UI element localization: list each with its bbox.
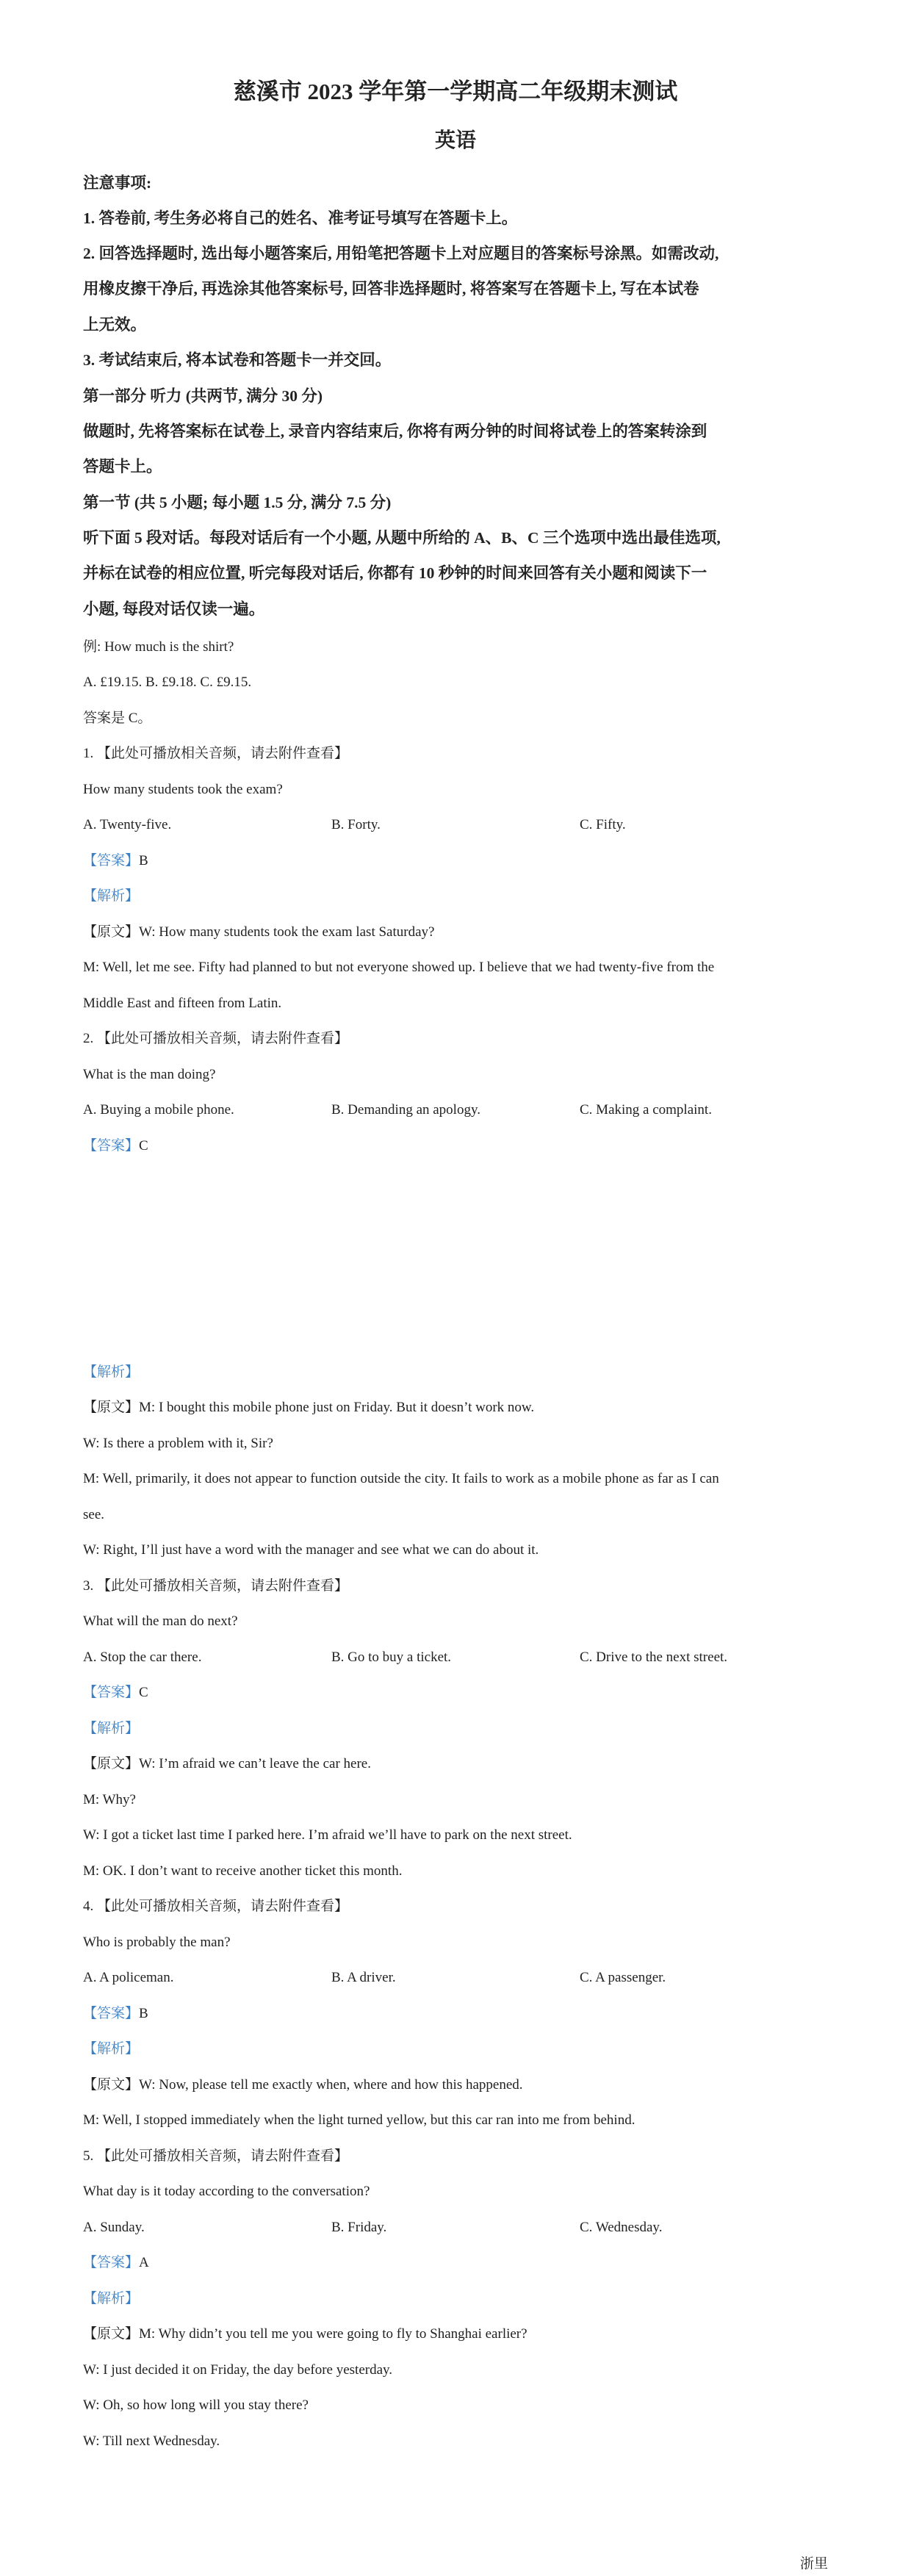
question-2-header [83,1029,348,1048]
notice-item-2-cont: 用橡皮擦干净后, 再选涂其他答案标号, 回答非选择题时, 将答案写在答题卡上, 写在本试卷 [83,280,699,298]
question-2-transcript-1 [83,1398,534,1417]
example-answer: 答案是 C。 [83,710,152,726]
question-1-header [83,744,348,763]
page-title: 慈溪市 2023 学年第一学期高二年级期末测试 [233,79,678,104]
transcript-line: M: Why didn’t you tell me you were going to fly to Shanghai earlier? [139,2326,527,2342]
part1-instruction: 做题时, 先将答案标在试卷上, 录音内容结束后, 你将有两分钟的时间将试卷上的答案转涂到 [83,422,707,440]
question-1-answer [83,852,148,871]
question-4-answer [83,2004,148,2023]
original-label: 【原文】 [83,2326,140,2342]
question-2-transcript-2: W: Is there a problem with it, Sir? [83,1436,273,1451]
question-3-analysis-label: 【解析】 [83,1721,140,1736]
section1-instruction-3: 小题, 每段对话仅读一遍。 [83,600,265,618]
question-4-analysis-label: 【解析】 [83,2041,140,2057]
answer-label: 【答案】 [83,1685,140,1700]
original-label: 【原文】 [83,1756,140,1771]
question-3-answer [83,1683,148,1702]
question-4-option-a: A. A policeman. [83,1970,174,1985]
section1-instruction-2: 并标在试卷的相应位置, 听完每段对话后, 你都有 10 秒钟的时间来回答有关小题和阅读下一 [83,564,707,582]
question-1-transcript-1 [83,923,434,942]
question-5-transcript-1 [83,2325,527,2344]
question-3-transcript-3: W: I got a ticket last time I parked here. I’m afraid we’ll have to park on the next street. [83,1827,572,1843]
answer-value: B [139,2006,148,2021]
answer-value: B [139,853,148,868]
question-3-option-c: C. Drive to the next street. [580,1649,728,1665]
question-1-transcript-3: Middle East and fifteen from Latin. [83,996,282,1011]
original-label: 【原文】 [83,924,140,940]
notice-item-2: 2. 回答选择题时, 选出每小题答案后, 用铅笔把答题卡上对应题目的答案标号涂黑。如需改动, [83,245,719,262]
question-5-option-b: B. Friday. [331,2220,387,2235]
example-question: 例: How much is the shirt? [83,639,234,655]
audio-note: 【此处可播放相关音频，请去附件查看】 [97,746,349,761]
answer-value: C [139,1138,148,1154]
notice-item-2-end: 上无效。 [83,316,147,334]
transcript-line: W: Now, please tell me exactly when, where and how this happened. [139,2077,523,2093]
subject-title: 英语 [434,129,476,152]
question-2-transcript-5: W: Right, I’ll just have a word with the manager and see what we can do about it. [83,1542,539,1558]
audio-note: 【此处可播放相关音频，请去附件查看】 [97,1899,349,1914]
notice-heading: 注意事项: [83,174,152,192]
question-5-text: What day is it today according to the conversation? [83,2184,370,2199]
question-2-answer [83,1137,148,1156]
notice-item-1: 1. 答卷前, 考生务必将自己的姓名、准考证号填写在答题卡上。 [83,209,518,227]
question-number: 1. [83,746,94,761]
question-4-option-b: B. A driver. [331,1970,396,1985]
answer-label: 【答案】 [83,2255,140,2270]
section1-heading: 第一节 (共 5 小题; 每小题 1.5 分, 满分 7.5 分) [83,494,392,511]
audio-note: 【此处可播放相关音频，请去附件查看】 [97,1031,349,1046]
question-5-option-c: C. Wednesday. [580,2220,663,2235]
transcript-line: M: I bought this mobile phone just on Friday. But it doesn’t work now. [139,1400,535,1415]
footer-mark: 浙里 [800,2556,829,2572]
question-1-analysis-label: 【解析】 [83,888,140,904]
question-5-transcript-2: W: I just decided it on Friday, the day before yesterday. [83,2362,393,2378]
question-2-option-b: B. Demanding an apology. [331,1102,480,1118]
question-5-transcript-3: W: Oh, so how long will you stay there? [83,2397,309,2413]
answer-label: 【答案】 [83,2006,140,2021]
answer-value: A [139,2255,149,2270]
question-4-text: Who is probably the man? [83,1935,231,1950]
question-1-text: How many students took the exam? [83,782,283,797]
part1-instruction-cont: 答题卡上。 [83,458,162,475]
question-5-header [83,2147,348,2166]
question-4-transcript-1 [83,2076,523,2095]
question-3-transcript-4: M: OK. I don’t want to receive another ticket this month. [83,1863,403,1879]
question-1-option-a: A. Twenty-five. [83,817,172,832]
question-5-transcript-4: W: Till next Wednesday. [83,2433,220,2449]
original-label: 【原文】 [83,1400,140,1415]
question-number: 2. [83,1031,94,1046]
notice-item-3: 3. 考试结束后, 将本试卷和答题卡一并交回。 [83,351,392,369]
answer-value: C [139,1685,148,1700]
question-number: 5. [83,2148,94,2164]
question-5-analysis-label: 【解析】 [83,2291,140,2306]
question-2-option-c: C. Making a complaint. [580,1102,712,1118]
audio-note: 【此处可播放相关音频，请去附件查看】 [97,1578,349,1594]
question-3-transcript-1 [83,1755,371,1774]
question-4-option-c: C. A passenger. [580,1970,666,1985]
question-2-analysis-label: 【解析】 [83,1364,140,1380]
question-number: 4. [83,1899,94,1914]
question-5-option-a: A. Sunday. [83,2220,145,2235]
question-2-option-a: A. Buying a mobile phone. [83,1102,234,1118]
answer-label: 【答案】 [83,1138,140,1154]
question-2-text: What is the man doing? [83,1067,216,1082]
part1-heading: 第一部分 听力 (共两节, 满分 30 分) [83,387,323,405]
example-options: A. £19.15. B. £9.18. C. £9.15. [83,674,252,690]
transcript-line: W: I’m afraid we can’t leave the car here. [139,1756,371,1771]
question-3-transcript-2: M: Why? [83,1792,136,1807]
question-1-option-c: C. Fifty. [580,817,626,832]
question-4-header [83,1897,348,1916]
answer-label: 【答案】 [83,853,140,868]
audio-note: 【此处可播放相关音频，请去附件查看】 [97,2148,349,2164]
question-1-transcript-2: M: Well, let me see. Fifty had planned to but not everyone showed up. I believe that we had twenty-five from the [83,960,715,975]
question-5-answer [83,2253,149,2273]
question-2-transcript-4: see. [83,1507,105,1522]
question-2-transcript-3: M: Well, primarily, it does not appear to function outside the city. It fails to work as a mobile phone as far as I can [83,1471,719,1486]
original-label: 【原文】 [83,2077,140,2093]
question-3-text: What will the man do next? [83,1613,238,1629]
question-3-option-b: B. Go to buy a ticket. [331,1649,452,1665]
question-1-option-b: B. Forty. [331,817,381,832]
section1-instruction: 听下面 5 段对话。每段对话后有一个小题, 从题中所给的 A、B、C 三个选项中选出最佳选项, [83,529,721,547]
question-number: 3. [83,1578,94,1594]
question-4-transcript-2: M: Well, I stopped immediately when the light turned yellow, but this car ran into me from behind. [83,2112,635,2128]
question-3-header [83,1577,348,1596]
question-3-option-a: A. Stop the car there. [83,1649,202,1665]
transcript-line: W: How many students took the exam last Saturday? [139,924,435,940]
